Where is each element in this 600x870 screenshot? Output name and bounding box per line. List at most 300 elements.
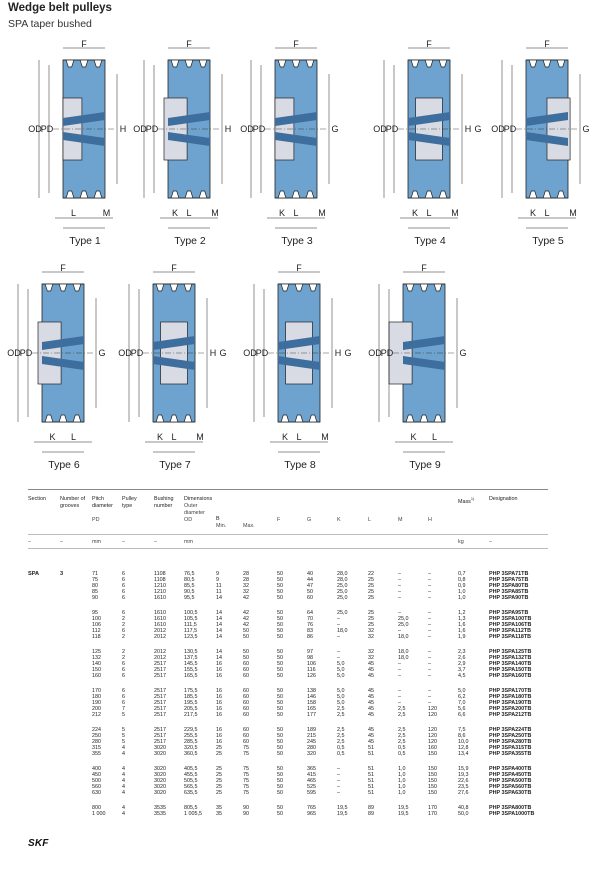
cell-f: 50: [277, 772, 283, 779]
cell-b-min: 14: [216, 622, 222, 629]
cell-pitch-diameter: 630: [92, 790, 101, 797]
cell-g: 525: [307, 784, 316, 791]
cell-m: –: [398, 610, 401, 616]
cell-designation: PHP 3SPA71TB: [489, 571, 529, 577]
cell-l: 89: [368, 811, 374, 818]
cell-mass: 1,0: [458, 595, 466, 602]
cell-bushing-number: 1610: [154, 595, 166, 602]
skf-logo: SKF: [28, 838, 49, 849]
cell-bushing-number: 2517: [154, 667, 166, 674]
cell-h: –: [428, 571, 431, 577]
cell-g: 765: [307, 805, 316, 811]
cell-m: 0,5: [398, 751, 406, 758]
cell-max: 60: [243, 694, 249, 701]
cell-k: 0,5: [337, 751, 345, 758]
cell-m: 1,0: [398, 772, 406, 779]
cell-m: –: [398, 694, 401, 701]
cell-m: 2,5: [398, 733, 406, 740]
cell-f: 50: [277, 616, 283, 623]
header-rule: [28, 534, 548, 535]
cell-max: 42: [243, 610, 249, 616]
cell-f: 50: [277, 673, 283, 680]
cell-f: 50: [277, 700, 283, 707]
cell-max: 42: [243, 616, 249, 623]
cell-pitch-diameter: 800: [92, 805, 101, 811]
cell-g: 40: [307, 571, 313, 577]
cell-b-min: 14: [216, 649, 222, 655]
cell-k: 5,0: [337, 700, 345, 707]
cell-b-min: 16: [216, 673, 222, 680]
cell-mass: 2,3: [458, 649, 466, 655]
cell-m: 25,0: [398, 622, 409, 629]
cell-pitch-diameter: 85: [92, 589, 98, 596]
cell-h: –: [428, 667, 431, 674]
pulley-type-label: Type 7: [159, 459, 191, 471]
cell-max: 42: [243, 595, 249, 602]
pulley-type-label: Type 4: [414, 235, 446, 247]
cell-mass: 22,6: [458, 778, 469, 785]
cell-k: –: [337, 784, 340, 791]
cell-f: 50: [277, 805, 283, 811]
cell-h: 160: [428, 745, 437, 752]
dim-g-label: G: [98, 348, 106, 358]
cell-m: –: [398, 673, 401, 680]
cell-h: 150: [428, 778, 437, 785]
cell-k: 0,5: [337, 745, 345, 752]
cell-f: 50: [277, 688, 283, 694]
cell-pitch-diameter: 315: [92, 745, 101, 752]
cell-m: 19,5: [398, 811, 409, 818]
cell-pulley-type: 6: [122, 610, 125, 616]
dim-f-label: F: [544, 39, 550, 49]
header-pulley: Pulley type: [122, 496, 137, 509]
cell-pitch-diameter: 160: [92, 673, 101, 680]
cell-g: 465: [307, 778, 316, 785]
cell-outer-diameter: 165,5: [184, 673, 198, 680]
cell-outer-diameter: 455,5: [184, 772, 198, 779]
dim-pd-label: PD: [255, 348, 269, 358]
dim-h-label: H: [119, 124, 127, 134]
dim-k-label: K: [529, 208, 537, 218]
cell-b-min: 14: [216, 634, 222, 641]
cell-f: 50: [277, 739, 283, 746]
cell-g: 50: [307, 589, 313, 596]
cell-m: –: [398, 661, 401, 668]
cell-m: 2,5: [398, 727, 406, 733]
cell-mass: 1,0: [458, 589, 466, 596]
cell-outer-diameter: 85,5: [184, 583, 195, 590]
cell-k: –: [337, 790, 340, 797]
cell-k: 5,0: [337, 673, 345, 680]
unit-section: –: [28, 539, 31, 545]
cell-m: 2,5: [398, 739, 406, 746]
cell-m: –: [398, 628, 401, 635]
cell-k: –: [337, 778, 340, 785]
cell-designation: PHP 3SPA160TB: [489, 673, 532, 680]
subheader-g: G: [307, 517, 312, 523]
cell-h: 150: [428, 772, 437, 779]
dim-f-label: F: [60, 263, 66, 273]
pulley-type-label: Type 1: [69, 235, 101, 247]
cell-m: 1,0: [398, 778, 406, 785]
cell-g: 177: [307, 712, 316, 719]
subheader-pd: PD: [92, 517, 100, 523]
cell-mass: 15,9: [458, 766, 469, 772]
pulley-type-label: Type 2: [174, 235, 206, 247]
cell-bushing-number: 3535: [154, 805, 166, 811]
cell-l: 25: [368, 595, 374, 602]
pulley-diagram-7: [115, 262, 225, 467]
cell-bushing-number: 2517: [154, 733, 166, 740]
cell-pulley-type: 4: [122, 745, 125, 752]
cell-outer-diameter: 405,5: [184, 766, 198, 772]
cell-pulley-type: 6: [122, 628, 125, 635]
dim-l-label: L: [171, 432, 177, 442]
cell-pitch-diameter: 560: [92, 784, 101, 791]
dim-f-label: F: [296, 263, 302, 273]
cell-max: 60: [243, 739, 249, 746]
pulley-diagram-9: [365, 262, 475, 467]
cell-pitch-diameter: 140: [92, 661, 101, 668]
cell-l: 32: [368, 634, 374, 641]
cell-k: 5,0: [337, 661, 345, 668]
cell-m: 18,0: [398, 655, 409, 662]
cell-outer-diameter: 505,5: [184, 778, 198, 785]
cell-l: 32: [368, 628, 374, 635]
cell-outer-diameter: 360,5: [184, 751, 198, 758]
cell-pulley-type: 2: [122, 616, 125, 623]
cell-g: 98: [307, 655, 313, 662]
cell-max: 28: [243, 571, 249, 577]
cell-m: –: [398, 688, 401, 694]
cell-l: 45: [368, 700, 374, 707]
pulley-diagram-1: [25, 38, 135, 243]
cell-l: 51: [368, 751, 374, 758]
cell-bushing-number: 2517: [154, 673, 166, 680]
cell-g: 86: [307, 634, 313, 641]
cell-pulley-type: 6: [122, 700, 125, 707]
cell-bushing-number: 1210: [154, 589, 166, 596]
cell-k: 5,0: [337, 667, 345, 674]
cell-max: 90: [243, 805, 249, 811]
cell-bushing-number: 1610: [154, 610, 166, 616]
dim-k-label: K: [411, 208, 419, 218]
cell-pulley-type: 4: [122, 766, 125, 772]
cell-designation: PHP 3SPA560TB: [489, 784, 532, 791]
cell-b-min: 14: [216, 616, 222, 623]
dim-pd-label: PD: [385, 124, 399, 134]
units-rule: [28, 548, 548, 549]
cell-h: –: [428, 583, 431, 590]
cell-k: 28,0: [337, 571, 348, 577]
pulley-diagram-4: [370, 38, 480, 243]
header-section: Section: [28, 496, 46, 502]
cell-g: 97: [307, 649, 313, 655]
cell-h: –: [428, 700, 431, 707]
cell-f: 50: [277, 751, 283, 758]
cell-b-min: 16: [216, 739, 222, 746]
cell-outer-diameter: 205,5: [184, 706, 198, 713]
cell-k: 2,5: [337, 739, 345, 746]
cell-b-min: 25: [216, 784, 222, 791]
cell-pulley-type: 6: [122, 595, 125, 602]
cell-f: 50: [277, 583, 283, 590]
cell-m: 0,5: [398, 745, 406, 752]
cell-bushing-number: 2517: [154, 700, 166, 707]
cell-l: 51: [368, 745, 374, 752]
cell-pulley-type: 4: [122, 784, 125, 791]
dim-pd-label: PD: [40, 124, 54, 134]
cell-bushing-number: 3535: [154, 811, 166, 818]
cell-mass: 6,6: [458, 712, 466, 719]
cell-pitch-diameter: 150: [92, 667, 101, 674]
cell-b-min: 11: [216, 589, 222, 596]
cell-k: 2,5: [337, 733, 345, 740]
cell-pitch-diameter: 118: [92, 634, 101, 641]
cell-designation: PHP 3SPA150TB: [489, 667, 532, 674]
header-bushing: Bushing number: [154, 496, 174, 509]
dim-od-label: OD: [368, 348, 382, 358]
cell-h: –: [428, 595, 431, 602]
subheader-k: K: [337, 517, 341, 523]
cell-max: 75: [243, 772, 249, 779]
cell-outer-diameter: 175,5: [184, 688, 198, 694]
cell-k: –: [337, 616, 340, 623]
header-designation: Designation: [489, 496, 518, 502]
cell-max: 50: [243, 634, 249, 641]
cell-bushing-number: 2517: [154, 661, 166, 668]
cell-g: 70: [307, 616, 313, 623]
cell-m: –: [398, 667, 401, 674]
cell-h: 120: [428, 727, 437, 733]
cell-b-min: 14: [216, 610, 222, 616]
cell-f: 50: [277, 727, 283, 733]
subheader-max: Max.: [243, 523, 255, 529]
cell-f: 50: [277, 811, 283, 818]
cell-max: 50: [243, 649, 249, 655]
cell-h: –: [428, 616, 431, 623]
page-title: Wedge belt pulleys: [8, 2, 112, 14]
cell-max: 60: [243, 700, 249, 707]
cell-outer-diameter: 805,5: [184, 805, 198, 811]
cell-b-min: 25: [216, 745, 222, 752]
cell-g: 64: [307, 610, 313, 616]
cell-f: 50: [277, 655, 283, 662]
cell-h: –: [428, 589, 431, 596]
cell-mass: 1,6: [458, 622, 466, 629]
cell-pitch-diameter: 132: [92, 655, 101, 662]
cell-m: 25,0: [398, 616, 409, 623]
cell-bushing-number: 2517: [154, 727, 166, 733]
unit-bushing: –: [154, 539, 157, 545]
cell-bushing-number: 1210: [154, 583, 166, 590]
cell-f: 50: [277, 595, 283, 602]
dim-od-label: OD: [133, 124, 147, 134]
cell-pitch-diameter: 280: [92, 739, 101, 746]
cell-k: –: [337, 622, 340, 629]
cell-g: 165: [307, 706, 316, 713]
cell-h: 120: [428, 733, 437, 740]
dim-g-label: G: [474, 124, 482, 134]
header-outer-diameter: Outer diameter: [184, 503, 205, 516]
cell-designation: PHP 3SPA280TB: [489, 739, 532, 746]
cell-outer-diameter: 285,5: [184, 739, 198, 746]
cell-bushing-number: 1108: [154, 577, 166, 584]
cell-bushing-number: 3020: [154, 766, 166, 772]
cell-mass: 19,3: [458, 772, 469, 779]
cell-f: 50: [277, 778, 283, 785]
cell-f: 50: [277, 589, 283, 596]
cell-k: –: [337, 766, 340, 772]
cell-g: 44: [307, 577, 313, 584]
cell-g: 415: [307, 772, 316, 779]
cell-designation: PHP 3SPA112TB: [489, 628, 532, 635]
dim-od-label: OD: [240, 124, 254, 134]
cell-l: 51: [368, 778, 374, 785]
cell-pulley-type: 2: [122, 622, 125, 629]
dim-k-label: K: [49, 432, 56, 442]
cell-outer-diameter: 565,5: [184, 784, 198, 791]
header-dimensions: Dimensions: [184, 496, 213, 502]
dim-k-label: K: [281, 432, 289, 442]
cell-h: 170: [428, 805, 437, 811]
cell-outer-diameter: 90,5: [184, 589, 195, 596]
unit-pulley: –: [122, 539, 125, 545]
cell-bushing-number: 2517: [154, 706, 166, 713]
cell-outer-diameter: 76,5: [184, 571, 195, 577]
cell-pitch-diameter: 112: [92, 628, 101, 635]
cell-h: –: [428, 577, 431, 584]
dim-pd-label: PD: [130, 348, 144, 358]
cell-b-min: 25: [216, 766, 222, 772]
cell-max: 60: [243, 712, 249, 719]
cell-outer-diameter: 320,5: [184, 745, 198, 752]
table-top-rule: [28, 489, 548, 490]
cell-pitch-diameter: 180: [92, 694, 101, 701]
cell-b-min: 16: [216, 694, 222, 701]
cell-pitch-diameter: 450: [92, 772, 101, 779]
cell-g: 320: [307, 751, 316, 758]
cell-designation: PHP 3SPA75TB: [489, 577, 529, 584]
cell-mass: 40,8: [458, 805, 469, 811]
cell-mass: 5,6: [458, 706, 466, 713]
cell-g: 965: [307, 811, 316, 818]
cell-h: –: [428, 661, 431, 668]
grooves-cell: 3: [60, 571, 64, 577]
cell-bushing-number: 3020: [154, 772, 166, 779]
cell-pulley-type: 4: [122, 790, 125, 797]
cell-pitch-diameter: 250: [92, 733, 101, 740]
cell-l: 51: [368, 790, 374, 797]
cell-h: –: [428, 610, 431, 616]
cell-k: 25,0: [337, 583, 348, 590]
cell-mass: 23,5: [458, 784, 469, 791]
cell-bushing-number: 2012: [154, 655, 166, 662]
cell-pitch-diameter: 170: [92, 688, 101, 694]
dim-g-label: G: [219, 348, 227, 358]
cell-pitch-diameter: 125: [92, 649, 101, 655]
cell-h: –: [428, 673, 431, 680]
cell-k: –: [337, 772, 340, 779]
cell-max: 50: [243, 628, 249, 635]
cell-bushing-number: 1610: [154, 616, 166, 623]
cell-designation: PHP 3SPA250TB: [489, 733, 532, 740]
pulley-diagram-8: [240, 262, 350, 467]
cell-b-min: 14: [216, 595, 222, 602]
cell-pulley-type: 6: [122, 661, 125, 668]
cell-b-min: 35: [216, 811, 222, 818]
cell-outer-diameter: 217,5: [184, 712, 198, 719]
subheader-f: F: [277, 517, 281, 523]
dim-g-label: G: [459, 348, 467, 358]
cell-f: 50: [277, 661, 283, 668]
cell-g: 215: [307, 733, 316, 740]
cell-mass: 0,9: [458, 583, 466, 590]
cell-g: 60: [307, 595, 313, 602]
cell-pulley-type: 4: [122, 805, 125, 811]
cell-k: 25,0: [337, 610, 348, 616]
cell-max: 50: [243, 655, 249, 662]
cell-designation: PHP 3SPA170TB: [489, 688, 532, 694]
cell-h: –: [428, 622, 431, 629]
cell-pulley-type: 5: [122, 712, 125, 719]
cell-m: –: [398, 589, 401, 596]
cell-designation: PHP 3SPA106TB: [489, 622, 532, 629]
cell-bushing-number: 2517: [154, 688, 166, 694]
cell-l: 51: [368, 784, 374, 791]
cell-h: –: [428, 649, 431, 655]
cell-outer-diameter: 195,5: [184, 700, 198, 707]
cell-designation: PHP 3SPA315TB: [489, 745, 532, 752]
pulley-drawing: [365, 262, 475, 462]
dim-f-label: F: [426, 39, 432, 49]
cell-mass: 5,0: [458, 688, 466, 694]
cell-g: 189: [307, 727, 316, 733]
cell-bushing-number: 3020: [154, 784, 166, 791]
dim-f-label: F: [421, 263, 427, 273]
cell-b-min: 16: [216, 733, 222, 740]
cell-k: 2,5: [337, 727, 345, 733]
cell-mass: 0,8: [458, 577, 466, 584]
pulley-drawing: [237, 38, 347, 238]
cell-l: 25: [368, 610, 374, 616]
pulley-drawing: [370, 38, 480, 238]
cell-pulley-type: 5: [122, 727, 125, 733]
cell-l: 45: [368, 667, 374, 674]
cell-designation: PHP 3SPA450TB: [489, 772, 532, 779]
cell-pitch-diameter: 355: [92, 751, 101, 758]
header-pitch: Pitch diameter: [92, 496, 113, 509]
dim-pd-label: PD: [145, 124, 159, 134]
cell-b-min: 14: [216, 655, 222, 662]
cell-l: 45: [368, 733, 374, 740]
dim-h-label: H: [224, 124, 232, 134]
section-cell: SPA: [28, 571, 40, 577]
cell-b-min: 16: [216, 661, 222, 668]
pulley-drawing: [240, 262, 350, 462]
dim-k-label: K: [410, 432, 417, 442]
cell-m: 2,5: [398, 712, 406, 719]
cell-m: 18,0: [398, 649, 409, 655]
cell-bushing-number: 2012: [154, 634, 166, 641]
cell-mass: 13,4: [458, 751, 469, 758]
pulley-diagram-6: [4, 262, 114, 467]
cell-outer-diameter: 117,5: [184, 628, 198, 635]
cell-m: 1,0: [398, 784, 406, 791]
cell-mass: 2,6: [458, 655, 466, 662]
cell-f: 50: [277, 706, 283, 713]
cell-bushing-number: 2012: [154, 649, 166, 655]
